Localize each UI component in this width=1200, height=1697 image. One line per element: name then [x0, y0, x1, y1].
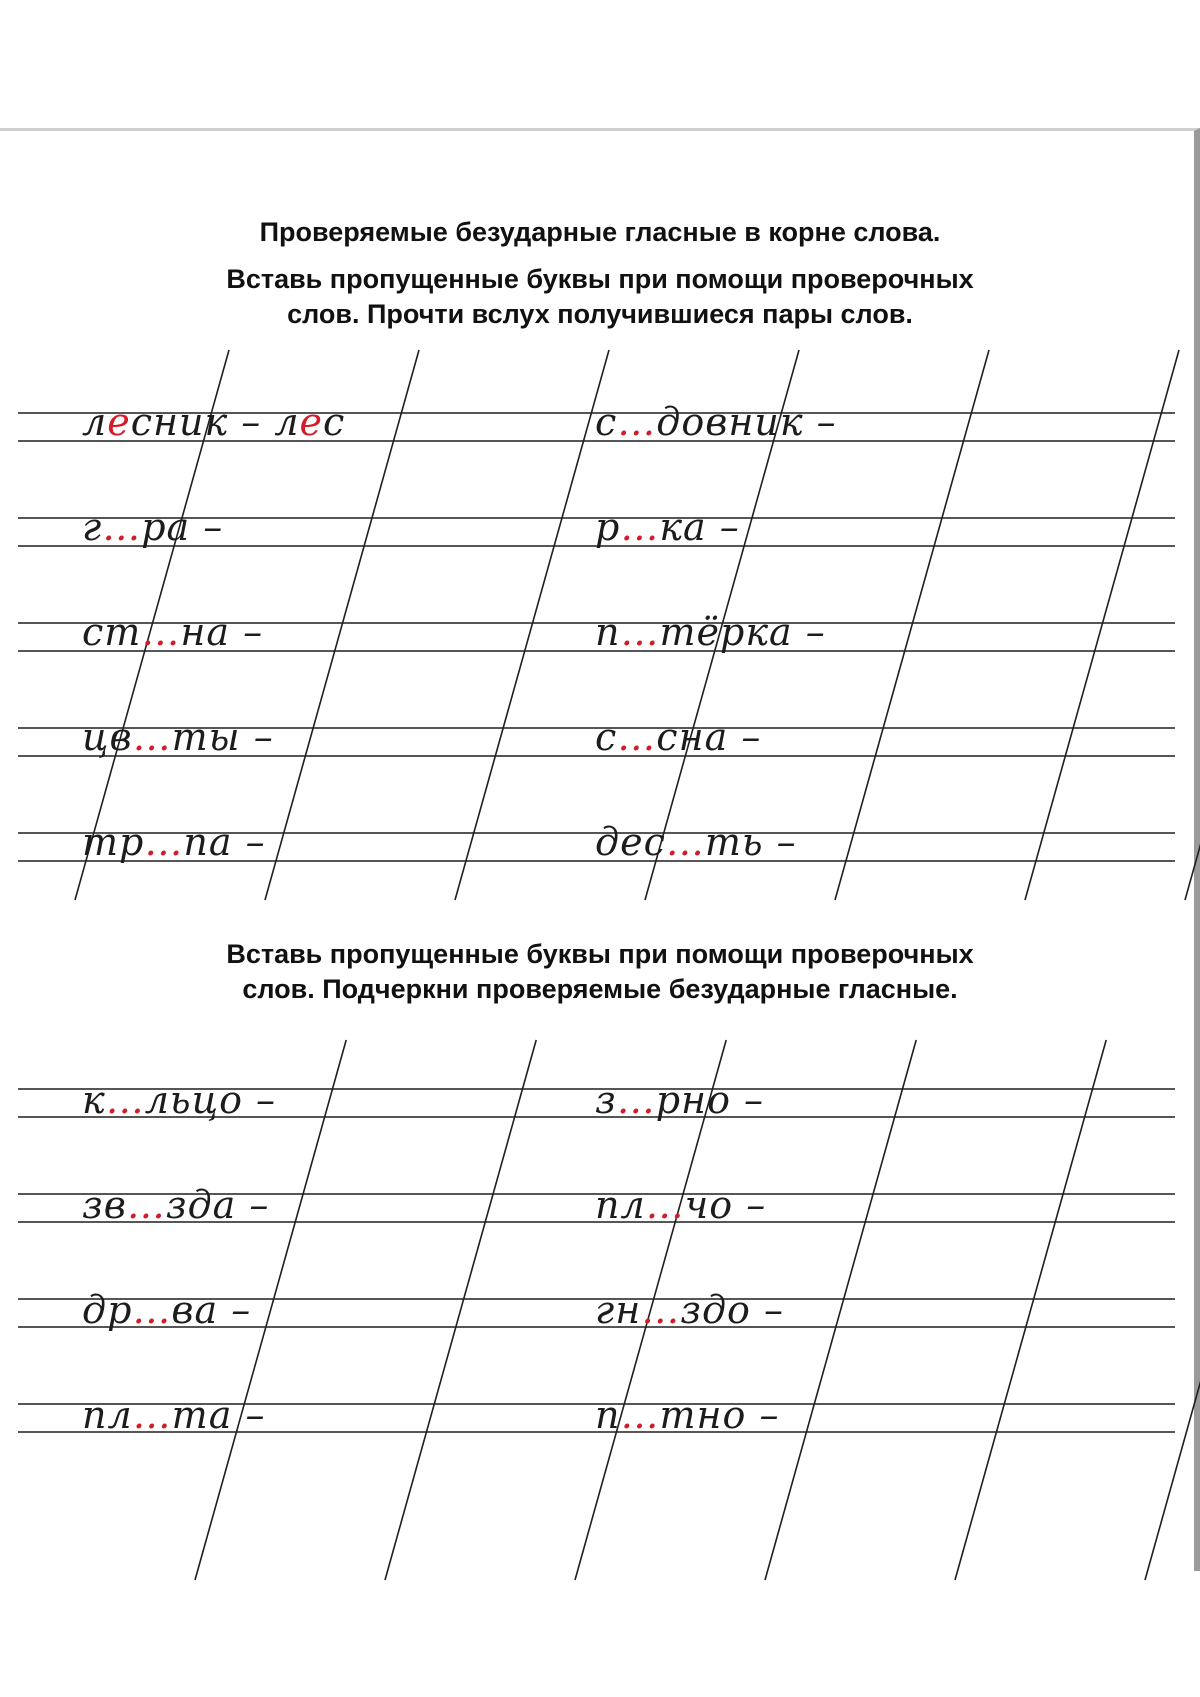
word-text: на –: [180, 610, 264, 654]
example-red-1: е: [107, 400, 131, 444]
word-text: р: [595, 505, 621, 549]
word-text: к: [82, 1078, 106, 1122]
task1-left-word: [82, 610, 263, 654]
word-gap: …: [620, 505, 660, 549]
word-text: ва –: [171, 1288, 252, 1332]
task1-right-word: [595, 715, 761, 759]
word-gap: …: [616, 1078, 656, 1122]
word-text: та –: [171, 1393, 266, 1437]
word-gap: …: [620, 1393, 660, 1437]
task1-right-word: [595, 505, 740, 549]
task1-right-word: [595, 820, 797, 864]
task1-left-word: [82, 820, 266, 864]
word-text: довник –: [656, 400, 837, 444]
word-gap: …: [141, 610, 181, 654]
task2-right-word: [595, 1288, 784, 1332]
slant-line: [1185, 350, 1200, 900]
word-text: тно –: [659, 1393, 780, 1437]
task1-instruction-line1: Вставь пропущенные буквы при помощи проверочных: [226, 264, 974, 294]
word-text: с: [595, 715, 618, 759]
word-text: ра –: [141, 505, 224, 549]
task1-right-word: [595, 610, 826, 654]
task1-right-word: [595, 400, 837, 444]
word-gap: …: [617, 715, 657, 759]
word-text: ст: [82, 610, 142, 654]
word-text: др: [82, 1288, 133, 1332]
word-text: п: [595, 1393, 621, 1437]
word-gap: …: [645, 1183, 685, 1227]
task2-instruction-line2: слов. Подчеркни проверяемые безударные гласные.: [242, 974, 958, 1004]
task2-left-word: [82, 1078, 276, 1122]
example-text-3: с: [323, 400, 346, 444]
task2-right-word: [595, 1393, 780, 1437]
word-gap: …: [105, 1078, 145, 1122]
slant-line: [1025, 350, 1179, 900]
word-text: дес: [595, 820, 666, 864]
word-gap: …: [665, 820, 705, 864]
word-gap: …: [144, 820, 184, 864]
slant-line: [1145, 1040, 1200, 1580]
task2-left-word: [82, 1183, 269, 1227]
word-text: сна –: [656, 715, 762, 759]
task1-left-word: [82, 505, 223, 549]
task1-left-word: [82, 715, 274, 759]
word-text: п: [595, 610, 621, 654]
example-pair: [82, 400, 345, 444]
word-gap: …: [641, 1288, 681, 1332]
word-text: рно –: [655, 1078, 765, 1122]
slant-line: [955, 1040, 1106, 1580]
task2-left-word: [82, 1288, 251, 1332]
word-text: тр: [82, 820, 145, 864]
task2-instruction: [0, 937, 1200, 1007]
word-text: гн: [595, 1288, 642, 1332]
word-text: ка –: [659, 505, 740, 549]
task2-instruction-line1: Вставь пропущенные буквы при помощи проверочных: [226, 939, 974, 969]
word-gap: …: [132, 1288, 172, 1332]
task1-instruction-line2: слов. Прочти вслух получившиеся пары слов.: [287, 299, 913, 329]
word-text: зда –: [165, 1183, 270, 1227]
word-gap: …: [126, 1183, 166, 1227]
word-text: ты –: [171, 715, 274, 759]
example-text-1: л: [82, 400, 108, 444]
word-text: пл: [595, 1183, 646, 1227]
word-gap: …: [102, 505, 142, 549]
word-text: чо –: [684, 1183, 767, 1227]
word-text: с: [595, 400, 618, 444]
word-text: цв: [82, 715, 133, 759]
task2-right-word: [595, 1078, 764, 1122]
word-text: ть –: [704, 820, 797, 864]
word-text: зв: [82, 1183, 127, 1227]
word-gap: …: [132, 715, 172, 759]
word-text: з: [595, 1078, 617, 1122]
example-red-2: е: [299, 400, 324, 444]
word-text: здо –: [680, 1288, 785, 1332]
word-gap: …: [620, 610, 660, 654]
task2-left-word: [82, 1393, 265, 1437]
word-gap: …: [617, 400, 657, 444]
word-text: пл: [82, 1393, 133, 1437]
slant-line: [765, 1040, 916, 1580]
example-text-2: сник – л: [130, 400, 300, 444]
slant-line: [835, 350, 989, 900]
word-text: г: [82, 505, 103, 549]
word-text: льцо –: [144, 1078, 277, 1122]
task2-right-word: [595, 1183, 766, 1227]
slant-line: [455, 350, 609, 900]
word-text: па –: [183, 820, 266, 864]
word-gap: …: [132, 1393, 172, 1437]
task1-title: Проверяемые безударные гласные в корне слова.: [259, 217, 941, 247]
slant-line: [385, 1040, 536, 1580]
word-text: тёрка –: [659, 610, 826, 654]
